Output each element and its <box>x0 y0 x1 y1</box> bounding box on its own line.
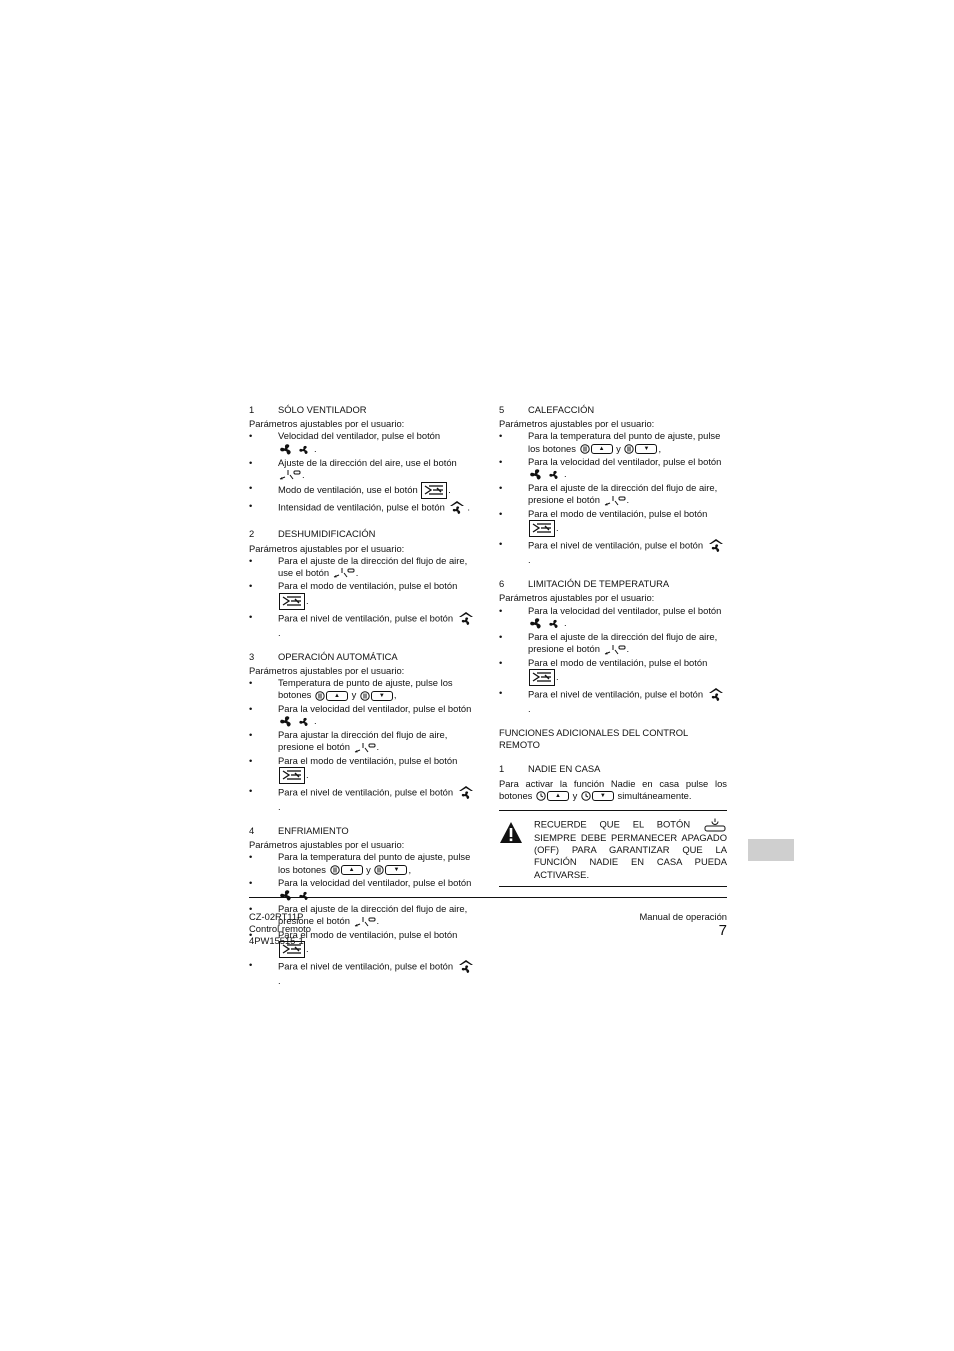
item-punctuation: . <box>376 915 380 927</box>
temp-down-button-icon: ▼ <box>374 865 407 875</box>
item-text: Modo de ventilación, use el botón <box>278 484 418 496</box>
item-text: Para la velocidad del ventilador, pulse el botón <box>278 876 472 888</box>
section-number: 2 <box>249 528 255 540</box>
section-number: 1 <box>499 763 505 775</box>
item-text: Para ajustar la dirección del flujo de aire, presione el botón <box>278 728 448 753</box>
list-item <box>499 687 727 715</box>
item-punctuation: , <box>393 689 397 701</box>
item-punctuation: . <box>278 626 281 638</box>
ventilation-mode-icon <box>421 482 447 499</box>
nobody-home-instructions <box>499 778 727 802</box>
parameter-list <box>249 677 477 813</box>
item-punctuation: . <box>278 800 281 812</box>
ventilation-level-icon <box>457 785 475 801</box>
nobody-home-heading <box>499 763 727 775</box>
item-punctuation: . <box>314 714 317 726</box>
section-number: 1 <box>249 404 255 415</box>
item-punctuation: . <box>626 494 630 506</box>
item-text: Intensidad de ventilación, pulse el botón <box>278 501 445 513</box>
item-text: Velocidad del ventilador, pulse el botón <box>278 430 441 442</box>
list-item <box>249 703 477 728</box>
section-title: NADIE EN CASA <box>528 763 601 775</box>
list-item <box>499 631 727 656</box>
item-text: Para el ajuste de la dirección del flujo de aire, use el botón <box>278 554 468 578</box>
section-number: 6 <box>499 578 505 590</box>
airflow-direction-icon <box>279 469 301 481</box>
section-heading <box>499 404 727 416</box>
item-text: Para la velocidad del ventilador, pulse el botón <box>528 604 722 616</box>
item-punctuation: . <box>467 501 471 513</box>
item-punctuation: . <box>556 670 559 682</box>
temp-down-button-icon: ▼ <box>624 444 657 454</box>
item-text: Para el nivel de ventilación, pulse el botón <box>528 539 704 551</box>
footer-left <box>249 911 311 947</box>
fan-speed-icon <box>279 715 313 728</box>
section-number: 5 <box>499 404 505 415</box>
item-joiner: y <box>616 442 621 454</box>
ventilation-level-icon <box>707 687 725 703</box>
item-punctuation: . <box>314 889 317 901</box>
ventilation-level-icon <box>707 538 725 554</box>
section-intro: Parámetros ajustables por el usuario: <box>249 418 405 430</box>
section-heading <box>249 528 477 540</box>
list-item <box>249 482 477 499</box>
list-item <box>249 555 477 580</box>
item-punctuation: , <box>408 863 412 875</box>
list-item <box>249 500 477 516</box>
warning-text-start: RECUERDE QUE EL BOTÓN <box>534 818 691 830</box>
item-text: Para el nivel de ventilación, pulse el botón <box>528 688 704 700</box>
item-punctuation: . <box>314 442 317 454</box>
ventilation-level-icon <box>448 500 466 516</box>
section-intro: Parámetros ajustables por el usuario: <box>249 665 405 677</box>
item-punctuation: . <box>355 566 359 578</box>
list-item <box>499 508 727 537</box>
on-off-icon <box>704 818 726 832</box>
footer-right <box>560 911 727 939</box>
list-item <box>249 580 477 609</box>
fan-speed-icon <box>529 468 563 481</box>
section-heading <box>249 825 477 837</box>
list-item <box>249 430 477 455</box>
item-punctuation: . <box>564 616 567 628</box>
section-title: CALEFACCIÓN <box>528 404 595 415</box>
list-item <box>249 959 477 987</box>
item-text: Para el modo de ventilación, pulse el botón <box>278 580 458 592</box>
item-text: Para el modo de ventilación, pulse el botón <box>528 507 708 519</box>
section-intro: Parámetros ajustables por el usuario: <box>499 592 655 604</box>
footer-model: CZ-02RT11P <box>249 911 304 922</box>
item-punctuation: . <box>556 521 559 533</box>
item-joiner: y <box>351 689 357 701</box>
temp-down-button-icon: ▼ <box>581 791 614 801</box>
list-item <box>499 482 727 507</box>
item-joiner: y <box>366 863 371 875</box>
instruction-text: Para activar la función Nadie en casa pulse los botones <box>499 777 727 801</box>
section-title: LIMITACIÓN DE TEMPERATURA <box>528 578 670 590</box>
parameter-list <box>499 605 727 715</box>
spacer <box>249 520 477 528</box>
language-tab <box>748 839 794 861</box>
ventilation-level-icon <box>457 959 475 975</box>
fan-speed-icon <box>279 889 313 902</box>
section-intro: Parámetros ajustables por el usuario: <box>249 839 405 851</box>
spacer <box>249 991 477 999</box>
item-punctuation: . <box>626 642 630 654</box>
item-text: Para el ajuste de la dirección del flujo de aire, presione el botón <box>278 903 468 927</box>
item-text: Temperatura de punto de ajuste, pulse los botones <box>278 677 453 701</box>
airflow-direction-icon <box>333 567 355 579</box>
airflow-direction-icon <box>604 495 626 507</box>
temp-down-button-icon: ▼ <box>360 691 393 701</box>
list-item <box>499 657 727 686</box>
list-item <box>499 456 727 481</box>
temp-up-button-icon: ▲ <box>580 444 613 454</box>
parameter-list <box>249 430 477 516</box>
ventilation-mode-icon <box>279 767 305 784</box>
airflow-direction-icon <box>354 916 376 928</box>
temp-up-button-icon: ▲ <box>536 791 569 801</box>
spacer <box>249 643 477 651</box>
list-item <box>499 605 727 630</box>
left-column <box>249 404 477 999</box>
section-title: DESHUMIDIFICACIÓN <box>278 528 376 540</box>
fan-speed-icon <box>529 617 563 630</box>
item-punctuation: . <box>302 468 305 480</box>
section-heading <box>499 578 727 590</box>
section-number: 3 <box>249 650 255 662</box>
item-text: Para el nivel de ventilación, pulse el botón <box>278 612 454 624</box>
section-intro: Parámetros ajustables por el usuario: <box>499 418 655 430</box>
instruction-text: simultáneamente. <box>617 789 692 801</box>
section-number: 4 <box>249 825 255 837</box>
list-item <box>499 538 727 566</box>
list-item <box>249 877 477 902</box>
item-text: Para el ajuste de la dirección del flujo de aire, presione el botón <box>528 630 718 654</box>
warning-text-end: SIEMPRE DEBE PERMANECER APAGADO (OFF) PARA GARANTIZAR QUE LA FUNCIÓN NADIE EN CASA PUEDA ACTIVARSE. <box>534 831 727 880</box>
list-item <box>249 755 477 784</box>
spacer <box>249 817 477 825</box>
spacer <box>499 570 727 578</box>
item-text: Para el modo de ventilación, pulse el botón <box>528 656 708 668</box>
item-punctuation: . <box>306 768 309 780</box>
footer-manual-title: Manual de operación <box>639 911 727 922</box>
item-punctuation: . <box>564 468 567 480</box>
section-title: OPERACIÓN AUTOMÁTICA <box>278 650 398 662</box>
list-item <box>249 729 477 754</box>
ventilation-level-icon <box>457 611 475 627</box>
warning-text <box>534 818 727 881</box>
item-punctuation: . <box>306 942 309 954</box>
item-text: Para el modo de ventilación, pulse el botón <box>278 754 458 766</box>
footer-code: 4PW15515-1 <box>249 935 304 946</box>
item-text: Ajuste de la dirección del aire, use el botón <box>278 456 457 468</box>
page-number: 7 <box>718 922 727 940</box>
item-punctuation: . <box>278 974 281 986</box>
list-item <box>249 677 477 701</box>
item-text: Para la velocidad del ventilador, pulse el botón <box>528 455 722 467</box>
ventilation-mode-icon <box>529 520 555 537</box>
list-item <box>499 430 727 454</box>
instruction-joiner: y <box>572 789 578 801</box>
section-heading <box>249 404 477 416</box>
item-text: Para la temperatura del punto de ajuste, pulse los botones <box>528 430 721 454</box>
section-heading <box>249 651 477 663</box>
item-punctuation: . <box>376 741 380 753</box>
warning-box <box>499 810 727 887</box>
airflow-direction-icon <box>604 644 626 656</box>
parameter-list <box>249 555 477 639</box>
item-text: Para la velocidad del ventilador, pulse el botón <box>278 702 472 714</box>
list-item <box>249 457 477 482</box>
item-text: Para el modo de ventilación, pulse el botón <box>278 928 458 940</box>
section-title: ENFRIAMIENTO <box>278 825 349 837</box>
list-item <box>249 851 477 875</box>
section-title: SÓLO VENTILADOR <box>278 404 367 415</box>
right-column <box>499 404 727 887</box>
temp-up-button-icon: ▲ <box>315 691 348 701</box>
item-punctuation: , <box>658 442 662 454</box>
item-punctuation: . <box>528 702 531 714</box>
footer-divider <box>249 897 727 898</box>
ventilation-mode-icon <box>279 593 305 610</box>
item-punctuation: . <box>306 594 309 606</box>
fan-speed-icon <box>279 443 313 456</box>
item-punctuation: . <box>528 553 531 565</box>
ventilation-mode-icon <box>529 669 555 686</box>
temp-up-button-icon: ▲ <box>330 865 363 875</box>
section-intro: Parámetros ajustables por el usuario: <box>249 542 405 554</box>
airflow-direction-icon <box>354 742 376 754</box>
list-item <box>249 611 477 639</box>
additional-functions-heading: FUNCIONES ADICIONALES DEL CONTROL REMOTO <box>499 726 688 751</box>
item-text: Para el nivel de ventilación, pulse el botón <box>278 960 454 972</box>
list-item <box>249 785 477 813</box>
item-text: Para el ajuste de la dirección del flujo de aire, presione el botón <box>528 482 718 506</box>
item-text: Para el nivel de ventilación, pulse el botón <box>278 786 454 798</box>
spacer <box>499 719 727 727</box>
warning-triangle-icon <box>499 818 534 881</box>
footer-product: Control remoto <box>249 923 312 934</box>
item-punctuation: . <box>448 484 451 496</box>
item-text: Para la temperatura del punto de ajuste, pulse los botones <box>278 851 471 875</box>
parameter-list <box>499 430 727 566</box>
